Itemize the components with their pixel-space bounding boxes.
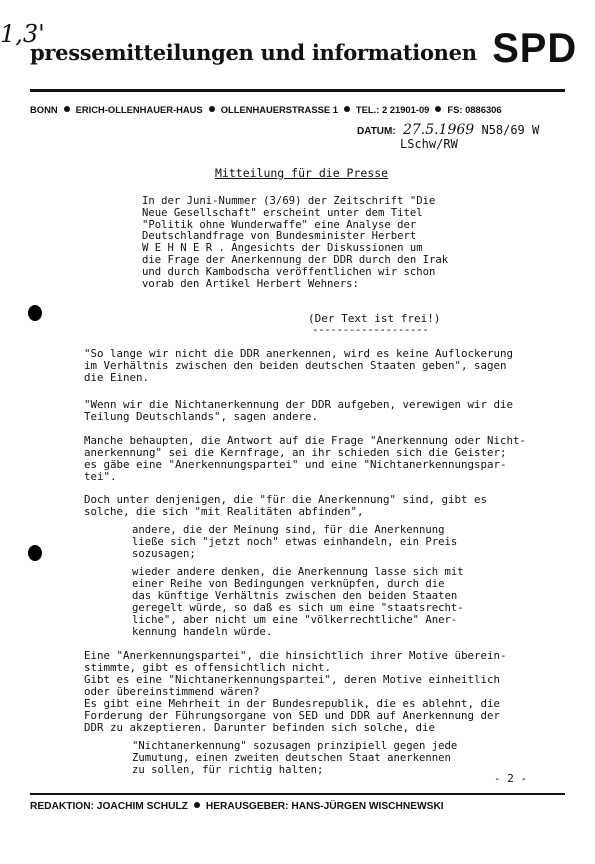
document-meta [357,124,539,151]
page-number: - 2 - [494,772,528,785]
header-rule [30,89,565,92]
handwritten-mark: 1,3' [0,20,45,48]
body-indent-4a: andere, die der Meinung sind, für die Anerkennung ließe sich "jetzt noch" etwas einhandeln, ein Preis sozusagen; [132,524,458,560]
punch-hole-icon [28,545,42,561]
document-reference: LSchw/RW [400,137,458,151]
body-indent-5a: "Nichtanerkennung" sozusagen prinzipiell gegen jede Zumutung, einen zweiten deutschen Staat anerkennen zu sollen, für richtig halten; [132,740,458,776]
datum-label: DATUM: [357,126,396,137]
bullet-icon [64,106,70,112]
press-release-title: Mitteilung für die Presse [215,166,389,180]
address-telex: FS: 0886306 [447,104,502,115]
body-paragraph-4: Doch unter denjenigen, die "für die Anerkennung" sind, gibt es solche, die sich "mit Realitäten abfinden", [84,493,488,518]
body-paragraph-3: Manche behaupten, die Antwort auf die Frage "Anerkennung oder Nicht- anerkennung" sei die Kernfrage, an ihr schieden sich die Geister; es gäbe eine "Anerkennungspartei" und eine "Nichtanerkennungspar- tei". [84,434,527,483]
address-street: OLLENHAUERSTRASSE 1 [220,104,338,115]
punch-hole-icon [28,305,42,321]
body-paragraph-1: "So lange wir nicht die DDR anerkennen, wird es keine Auflockerung im Verhältnis zwischen den beiden deutschen Staaten geben", sagen die Einen. [84,347,514,384]
bullet-icon [209,106,215,112]
body-indent-4b: wieder andere denken, die Anerkennung lasse sich mit einer Reihe von Bedingungen verknüpfen, durch die das künftige Verhältnis zwischen den beiden Staaten geregelt würde, so daß es sich um eine "staatsrecht- liche", aber nicht um eine "völkerrechtliche" Aner- kennung handeln würde. [132,566,464,638]
intro-paragraph: In der Juni-Nummer (3/69) der Zeitschrift "Die Neue Gesellschaft" erscheint unter dem Titel "Politik ohne Wunderwaffe" eine Analyse der Deutschlandfrage von Bundesminister Herbert W E H N E R . Angesichts der Diskussionen um die Frage der Anerkennung der DDR durch den Irak und durch Kambodscha veröffentlichen wir schon vorab den Artikel Herbert Wehners: [142,195,449,290]
spd-logo: SPD [492,24,578,71]
bullet-icon [194,802,200,808]
free-text-note: (Der Text ist frei!) [308,312,441,325]
datum-value: 27.5.1969 [402,122,475,138]
address-city: BONN [30,104,58,115]
body-paragraph-2: "Wenn wir die Nichtanerkennung der DDR aufgeben, verewigen wir die Teilung Deutschlands", sagen andere. [84,398,514,423]
address-building: ERICH-OLLENHAUER-HAUS [75,104,203,115]
footer-credits [30,801,444,812]
dashed-separator: ------------------- [312,323,429,336]
body-paragraph-5: Eine "Anerkennungspartei", die hinsichtlich ihrer Motive überein- stimmte, gibt es offensichtlich nicht. Gibt es eine "Nichtanerkennungspartei", deren Motive einheitlich oder übereinstimmend wären? Es gibt eine Mehrheit in der Bundesrepublik, die es ablehnt, die Forderung der Führungsorgane von SED und DDR auf Anerkennung der DDR zu akzeptieren. Darunter befinden sich solche, die [84,649,507,734]
bullet-icon [344,106,350,112]
document-number: N58/69 W [481,123,540,137]
footer-herausgeber: HERAUSGEBER: HANS-JÜRGEN WISCHNEWSKI [205,801,444,812]
footer-rule [30,793,565,795]
address-phone: TEL.: 2 21901-09 [355,104,430,115]
footer-redaktion: REDAKTION: JOACHIM SCHULZ [30,801,188,812]
publication-headline: pressemitteilungen und informationen [30,40,477,65]
bullet-icon [435,106,441,112]
address-line [30,104,590,115]
